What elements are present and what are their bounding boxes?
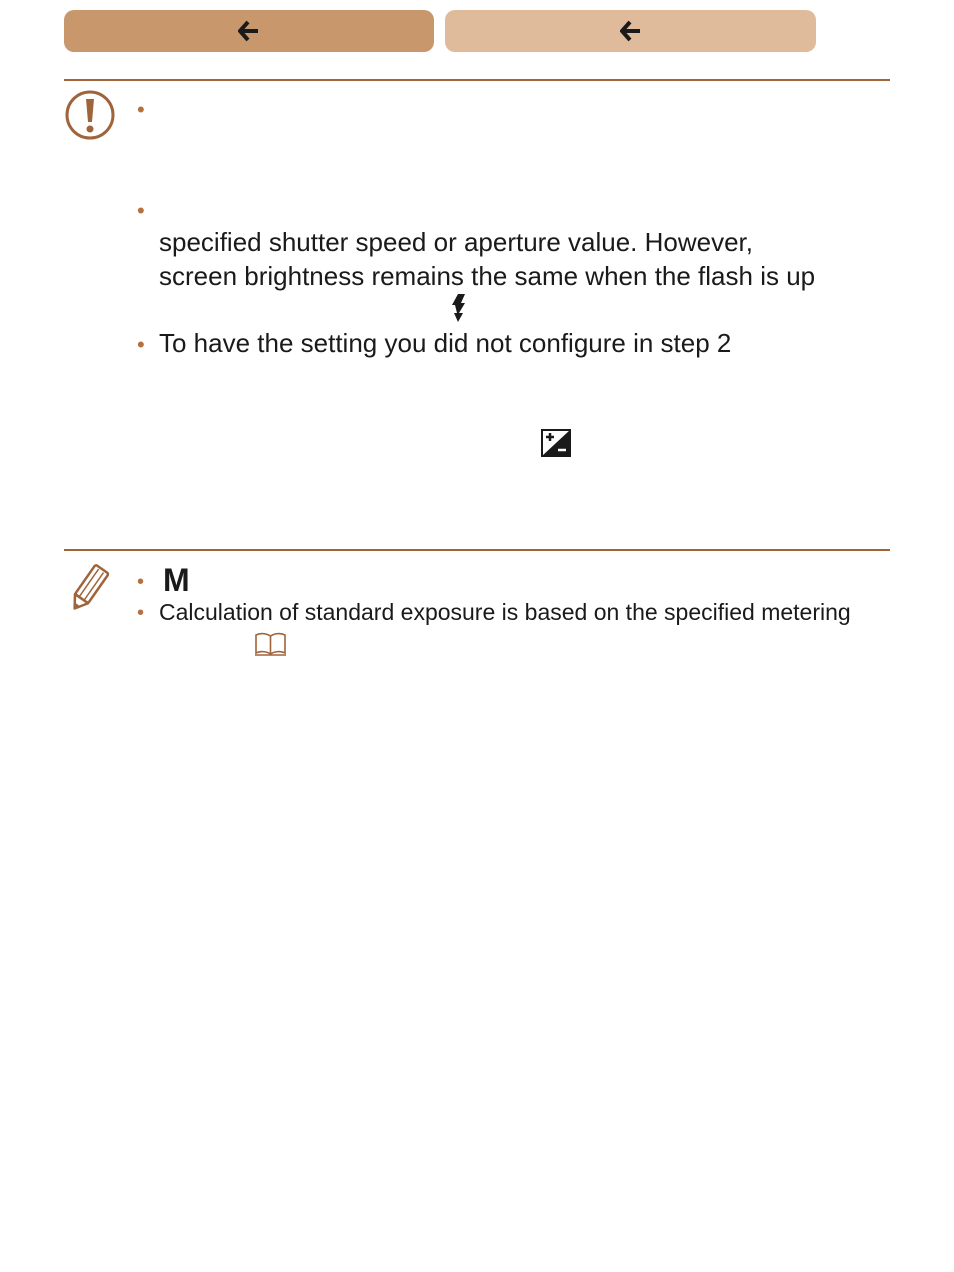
- exposure-comp-icon: [541, 429, 571, 462]
- caution-text-line: specified shutter speed or aperture value. However,: [159, 227, 754, 257]
- bullet-marker: •: [137, 571, 145, 593]
- bullet-marker: •: [137, 602, 145, 624]
- book-icon[interactable]: [254, 631, 287, 662]
- notes-section-divider: [64, 549, 890, 551]
- pencil-icon: [66, 561, 112, 620]
- caution-section-divider: [64, 79, 890, 81]
- bullet-marker: •: [137, 198, 145, 223]
- note-text-line: Calculation of standard exposure is based on the specified metering: [159, 599, 851, 625]
- caution-icon: [64, 89, 116, 146]
- bullet-marker: •: [137, 97, 145, 122]
- caution-text-line: To have the setting you did not configure in step 2: [159, 328, 732, 358]
- caution-text-line: screen brightness remains the same when the flash is up: [159, 261, 816, 291]
- back-button[interactable]: [64, 10, 434, 52]
- previous-page-button[interactable]: [445, 10, 816, 52]
- manual-mode-label: M: [163, 562, 190, 598]
- arrow-left-icon: [238, 20, 260, 42]
- bullet-marker: •: [137, 332, 145, 357]
- flash-icon: [450, 293, 470, 328]
- arrow-left-icon: [620, 20, 642, 42]
